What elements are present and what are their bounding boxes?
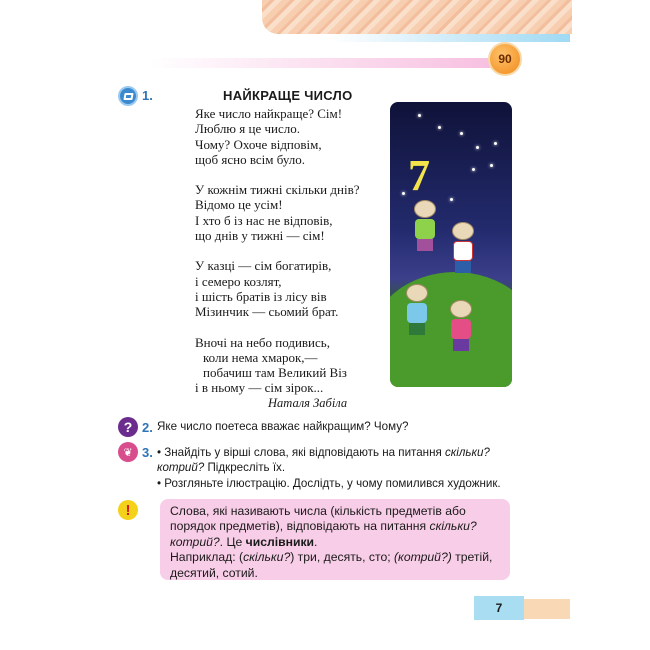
task2-number: 2. (142, 420, 153, 435)
stanza-2 (195, 182, 359, 243)
star (490, 164, 493, 167)
poem-line: У казці — сім богатирів, (195, 258, 332, 274)
poem-line: У кожнім тижні скільки днів? (195, 182, 360, 198)
night-sky-illustration (390, 102, 512, 387)
task3-bullet-1: • Знайдіть у вірші слова, які відповідають на питання скільки? котрий? Підкресліть їх. (157, 446, 490, 474)
handshake-icon: ❦ (118, 442, 138, 462)
task2-text: Яке число поетеса вважає найкращим? Чому? (157, 420, 409, 433)
book-icon (118, 86, 138, 106)
rule-text-end: . Це (219, 534, 246, 549)
poem-line: Відомо це усім! (195, 197, 283, 213)
star (450, 198, 453, 201)
poem-title: НАЙКРАЩЕ ЧИСЛО (223, 88, 353, 103)
goat-kid (412, 200, 438, 251)
example-question-1: скільки? (243, 550, 291, 565)
star (438, 126, 441, 129)
poem-author: Наталя Забіла (268, 396, 348, 410)
poem-line: Вночі на небо подивись, (195, 334, 330, 350)
poem-line: Яке число найкраще? Сім! (195, 106, 343, 121)
rule-text: Слова, які називають числа (кількість предметів або порядок предметів), відповідають на питання (170, 504, 466, 534)
star (418, 114, 421, 117)
header-stripe-pink (150, 58, 495, 68)
goat-kid (450, 222, 476, 273)
rule-question: скільки? котрий? (170, 519, 477, 549)
poem-line: побачиш там Великий Віз (203, 365, 347, 381)
question-icon: ? (118, 417, 138, 437)
goat-kid (404, 284, 430, 335)
task1-number: 1. (142, 88, 153, 103)
example-end: третій, десятий, сотий. (170, 550, 493, 580)
bullet1-end: Підкресліть їх. (204, 461, 286, 474)
poem-line: Люблю я це число. (195, 121, 300, 137)
poem-line: і в ньому — сім зірок... (195, 380, 324, 396)
page-badge: 90 (488, 42, 522, 76)
digit-seven: 7 (408, 151, 430, 200)
header-ornament (262, 0, 572, 34)
poem (195, 106, 359, 411)
goat-kid (448, 300, 474, 351)
star (460, 132, 463, 135)
poem-line: щоб ясно всім було. (195, 151, 306, 167)
bullet1-question: скільки? котрий? (157, 446, 490, 474)
poem-line: і шість братів із лісу вів (195, 288, 327, 304)
poem-line: Чому? Охоче відповім, (195, 136, 322, 152)
star (402, 192, 405, 195)
poem-line: і семеро козлят, (195, 273, 282, 289)
rule-box: Слова, які називають числа (кількість предметів або порядок предметів), відповідають на питання скільки? котрий?. Це числівники. Наприклад: (скільки?) три, десять, сто; (котрий?) третій, десятий, сотий. (160, 499, 510, 580)
poem-line: І хто б із нас не відповів, (195, 212, 333, 228)
example-mid: ) три, десять, сто; (290, 550, 394, 565)
bullet2-text: Розгляньте ілюстрацію. Дослідть, у чому помилився художник. (164, 477, 501, 490)
poem-line: Мізинчик — сьомий брат. (195, 304, 339, 320)
star (476, 146, 479, 149)
rule-term: числівники (245, 534, 315, 549)
example-question-2: (котрий?) (394, 550, 452, 565)
header-stripe-blue (330, 34, 570, 42)
example-start: Наприклад: ( (170, 550, 244, 565)
stanza-1 (195, 106, 359, 167)
task3-number: 3. (142, 445, 153, 460)
page-number: 7 (474, 596, 524, 620)
poem-line: що днів у тижні — сім! (195, 228, 325, 244)
task3-bullet-2: • Розгляньте ілюстрацію. Дослідть, у чому помилився художник. (157, 477, 501, 490)
stanza-3 (195, 258, 359, 319)
bullet1-text: Знайдіть у вірші слова, які відповідають на питання (164, 446, 445, 459)
poem-line: коли нема хмарок,— (203, 349, 318, 365)
exclamation-icon: ! (118, 500, 138, 520)
star (494, 142, 497, 145)
stanza-4 (195, 335, 359, 396)
star (472, 168, 475, 171)
